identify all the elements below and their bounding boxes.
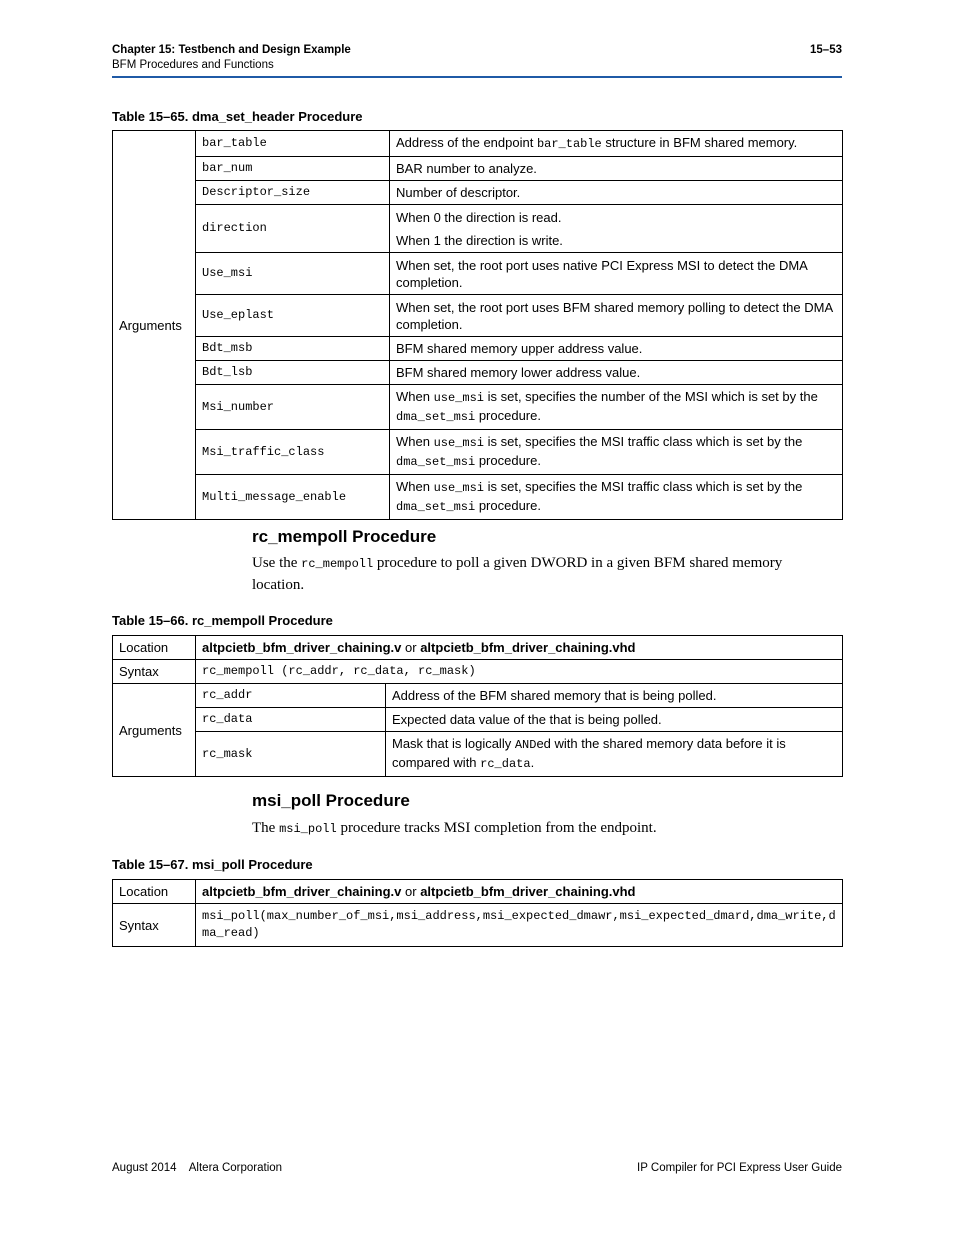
- argument-name: Msi_number: [196, 385, 390, 430]
- file-name: altpcietb_bfm_driver_chaining.v: [202, 640, 402, 655]
- argument-desc: [390, 205, 843, 253]
- argument-desc: BFM shared memory lower address value.: [390, 361, 843, 385]
- footer-company: Altera Corporation: [188, 1162, 283, 1174]
- footer-date: August 2014: [112, 1162, 177, 1174]
- table-row: [113, 475, 843, 520]
- table-row: [113, 157, 843, 181]
- chapter-title: Chapter 15: Testbench and Design Example: [112, 44, 351, 56]
- table-row: [113, 430, 843, 475]
- argument-desc: Expected data value of the that is being polled.: [386, 708, 843, 732]
- footer-left: [112, 1162, 282, 1174]
- argument-name: rc_addr: [196, 684, 386, 708]
- inline-code: dma_set_msi: [396, 410, 476, 424]
- argument-name: Msi_traffic_class: [196, 430, 390, 475]
- argument-desc: Address of the endpoint bar_table structure in BFM shared memory.: [390, 131, 843, 157]
- inline-code: use_msi: [433, 436, 484, 450]
- table-row: [113, 708, 843, 732]
- table-row: [113, 732, 843, 777]
- argument-name: Use_msi: [196, 253, 390, 295]
- table-row: [113, 636, 843, 660]
- page-number: 15–53: [810, 44, 842, 56]
- table-66-caption: Table 15–66. rc_mempoll Procedure: [112, 613, 333, 628]
- syntax-label: Syntax: [113, 660, 196, 684]
- inline-code: use_msi: [433, 481, 484, 495]
- argument-desc: When set, the root port uses BFM shared memory polling to detect the DMA completion.: [390, 295, 843, 337]
- location-label: Location: [113, 880, 196, 904]
- inline-code: rc_data: [480, 757, 531, 771]
- syntax-label: Syntax: [113, 904, 196, 947]
- inline-code: msi_poll: [279, 822, 337, 836]
- table-row: [113, 253, 843, 295]
- argument-desc: Mask that is logically ANDed with the shared memory data before it is compared with rc_data.: [386, 732, 843, 777]
- rc-mempoll-heading: rc_mempoll Procedure: [252, 527, 437, 546]
- argument-name: rc_mask: [196, 732, 386, 777]
- inline-code: bar_table: [536, 137, 602, 151]
- argument-name: bar_table: [196, 131, 390, 157]
- file-name: altpcietb_bfm_driver_chaining.vhd: [420, 640, 636, 655]
- argument-desc: Number of descriptor.: [390, 181, 843, 205]
- argument-name: Use_eplast: [196, 295, 390, 337]
- inline-code: rc_mempoll: [301, 557, 374, 571]
- table-65: [112, 130, 843, 520]
- table-row: [113, 181, 843, 205]
- argument-desc: BAR number to analyze.: [390, 157, 843, 181]
- table-row: [113, 684, 843, 708]
- file-name: altpcietb_bfm_driver_chaining.vhd: [420, 884, 636, 899]
- table-row: [113, 131, 843, 157]
- table-66: [112, 635, 843, 777]
- table-row: [113, 337, 843, 361]
- syntax-value: rc_mempoll (rc_addr, rc_data, rc_mask): [196, 660, 843, 684]
- argument-name: bar_num: [196, 157, 390, 181]
- argument-desc-line: When 1 the direction is write.: [396, 232, 563, 248]
- argument-desc-line: When 0 the direction is read.: [396, 209, 562, 225]
- table-65-caption: Table 15–65. dma_set_header Procedure: [112, 109, 363, 124]
- argument-desc: When use_msi is set, specifies the MSI traffic class which is set by the dma_set_msi procedure.: [390, 475, 843, 520]
- arguments-label: Arguments: [113, 684, 196, 777]
- inline-code: dma_set_msi: [396, 500, 476, 514]
- arguments-label: Arguments: [113, 131, 196, 520]
- argument-name: Bdt_lsb: [196, 361, 390, 385]
- inline-code: use_msi: [433, 391, 484, 405]
- inline-code: AND: [514, 738, 537, 752]
- table-row: [113, 660, 843, 684]
- table-row: [113, 385, 843, 430]
- argument-desc: When set, the root port uses native PCI Express MSI to detect the DMA completion.: [390, 253, 843, 295]
- argument-desc: When use_msi is set, specifies the MSI traffic class which is set by the dma_set_msi procedure.: [390, 430, 843, 475]
- page-header: [112, 42, 842, 78]
- msi-poll-intro: The msi_poll procedure tracks MSI completion from the endpoint.: [252, 820, 657, 836]
- argument-desc: Address of the BFM shared memory that is being polled.: [386, 684, 843, 708]
- msi-poll-heading: msi_poll Procedure: [252, 791, 410, 810]
- table-row: [113, 880, 843, 904]
- location-value: altpcietb_bfm_driver_chaining.v or altpcietb_bfm_driver_chaining.vhd: [196, 880, 843, 904]
- table-row: [113, 361, 843, 385]
- location-label: Location: [113, 636, 196, 660]
- table-row: [113, 295, 843, 337]
- table-row: [113, 205, 843, 253]
- table-67: [112, 879, 843, 947]
- table-row: [113, 904, 843, 947]
- argument-name: Descriptor_size: [196, 181, 390, 205]
- location-value: altpcietb_bfm_driver_chaining.v or altpcietb_bfm_driver_chaining.vhd: [196, 636, 843, 660]
- argument-name: rc_data: [196, 708, 386, 732]
- rc-mempoll-intro: Use the rc_mempoll procedure to poll a given DWORD in a given BFM shared memory location.: [252, 555, 783, 593]
- syntax-value: msi_poll(max_number_of_msi,msi_address,msi_expected_dmawr,msi_expected_dmard,dma_write,dma_read): [196, 904, 843, 947]
- argument-name: direction: [196, 205, 390, 253]
- table-67-caption: Table 15–67. msi_poll Procedure: [112, 857, 313, 872]
- section-title: BFM Procedures and Functions: [112, 59, 274, 71]
- file-name: altpcietb_bfm_driver_chaining.v: [202, 884, 402, 899]
- argument-desc: When use_msi is set, specifies the number of the MSI which is set by the dma_set_msi procedure.: [390, 385, 843, 430]
- inline-code: dma_set_msi: [396, 455, 476, 469]
- argument-name: Bdt_msb: [196, 337, 390, 361]
- footer-guide: IP Compiler for PCI Express User Guide: [637, 1162, 842, 1174]
- argument-name: Multi_message_enable: [196, 475, 390, 520]
- argument-desc: BFM shared memory upper address value.: [390, 337, 843, 361]
